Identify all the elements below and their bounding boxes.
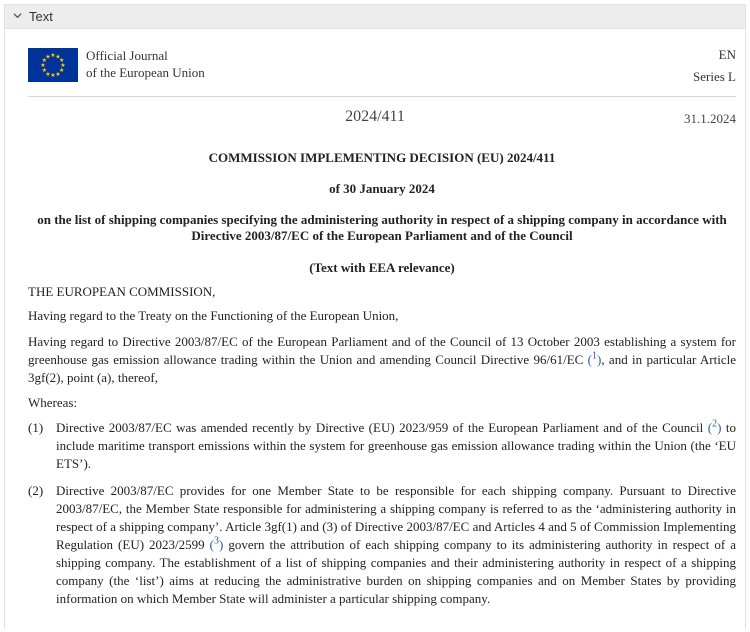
document-date: 31.1.2024 — [684, 111, 736, 126]
text-section-toggle[interactable] — [4, 4, 746, 29]
recital-text-part: govern the attribution of each shipping company to its administering authority in respect of a shipping company. The establishment of a list of shipping companies and their administering authority in respect of a shipping company (the ‘list’) aims at reducing the administrative burden on shipping companies and on Member States by providing information on which Member State will administer a particular shipping company. — [56, 537, 736, 606]
regard-directive-text: Having regard to Directive 2003/87/EC of the European Parliament and of the Council of 13 October 2003 establishing a system for greenhouse gas emission allowance trading within the Union and amending Council Directive 96/61/EC — [28, 334, 736, 367]
footnote-link-1[interactable]: 1 — [592, 350, 597, 362]
flag-star: ★ — [45, 71, 51, 78]
subject-line-2: Directive 2003/87/EC of the European Parliament and of the Council — [191, 228, 573, 243]
flag-star: ★ — [50, 73, 56, 80]
language-code: EN — [718, 47, 736, 62]
document-title: COMMISSION IMPLEMENTING DECISION (EU) 2024/411 — [208, 150, 556, 165]
flag-star: ★ — [50, 53, 56, 60]
recital-number: (1) — [28, 420, 44, 435]
document-number: 2024/411 — [345, 108, 405, 125]
regard-directive-tail: , and in particular Article 3gf(2), point (a), thereof, — [28, 352, 737, 385]
preamble-regard-treaty: Having regard to the Treaty on the Functioning of the European Union, — [28, 308, 399, 323]
recital-text: Directive 2003/87/EC provides for one Member State to be responsible for each shipping company. Pursuant to Directive 2003/87/EC, the Member State responsible for administering a shipping company is referred to as the ‘administering authority in respect of a shipping company’. Article 3gf(1) and (3) of Directive 2003/87/EC and Articles 4 and 5 of Commission Implementing Regulation (EU) 2023/2599 ($^3$) govern the attribution of each shipping company to its administering authority in respect of a shipping company. The establishment of a list of shipping companies and their administering authority in respect of a shipping company (the ‘list’) aims at reducing the administrative burden on shipping companies and on Member States by providing information on which Member State will administer a particular shipping company. — [56, 483, 736, 606]
flag-star: ★ — [60, 63, 66, 70]
eu-flag-icon — [28, 48, 78, 82]
recital-text-part: Directive 2003/87/EC was amended recently by Directive (EU) 2023/959 of the European Parliament and of the Council — [56, 420, 704, 435]
preamble-institution: THE EUROPEAN COMMISSION, — [28, 284, 216, 299]
flag-star: ★ — [41, 68, 48, 75]
flag-star: ★ — [58, 68, 65, 75]
section-label: Text — [29, 9, 53, 24]
preamble-regard-directive: Having regard to Directive 2003/87/EC of the European Parliament and of the Council of 13 October 2003 establishing a system for greenhouse gas emission allowance trading within the Union and amending Council Directive 96/61/EC ($^1$), and in particular Article 3gf(2), point (a), thereof, — [28, 334, 737, 385]
journal-header — [28, 47, 736, 95]
subject-line-1: on the list of shipping companies specifying the administering authority in respect of a shipping company in accordance with — [37, 212, 727, 227]
header-divider — [28, 96, 736, 97]
journal-line-2: of the European Union — [86, 65, 205, 80]
document-subject — [28, 212, 736, 244]
journal-name — [86, 47, 205, 81]
series-label: Series L — [693, 69, 736, 84]
recital-text: Directive 2003/87/EC was amended recently by Directive (EU) 2023/959 of the European Parliament and of the Council ($^2$) to include maritime transport emissions within the system for greenhouse gas emission allowance trading within the Union (the ‘EU ETS’). — [56, 418, 736, 471]
chevron-down-icon — [13, 11, 23, 23]
footnote-link-2[interactable]: 2 — [712, 418, 718, 430]
flag-star: ★ — [45, 54, 51, 61]
document-dated: of 30 January 2024 — [329, 181, 435, 196]
flag-star: ★ — [41, 58, 48, 65]
flag-star: ★ — [55, 54, 61, 61]
flag-star: ★ — [40, 63, 46, 70]
recital-text-part: to include maritime transport emissions within the system for greenhouse gas emission allowance trading within the Union (the ‘EU ETS’). — [56, 420, 736, 471]
flag-star: ★ — [55, 71, 61, 78]
recital-2 — [28, 482, 736, 632]
flag-star: ★ — [58, 58, 65, 65]
recital-number: (2) — [28, 483, 44, 498]
recital-1 — [28, 419, 736, 473]
recital-text-part: Directive 2003/87/EC provides for one Member State to be responsible for each shipping company. Pursuant to Directive 2003/87/EC, the Member State responsible for administering a shipping company is referred to as the ‘administering authority in respect of a shipping company’. Article 3gf(1) and (3) of Directive 2003/87/EC and Articles 4 and 5 of Commission Implementing Regulation (EU) 2023/2599 — [56, 483, 736, 552]
eea-relevance: (Text with EEA relevance) — [309, 260, 455, 275]
journal-line-1: Official Journal — [86, 48, 168, 63]
preamble-whereas: Whereas: — [28, 395, 78, 410]
footnote-link-3[interactable]: 3 — [214, 535, 220, 547]
